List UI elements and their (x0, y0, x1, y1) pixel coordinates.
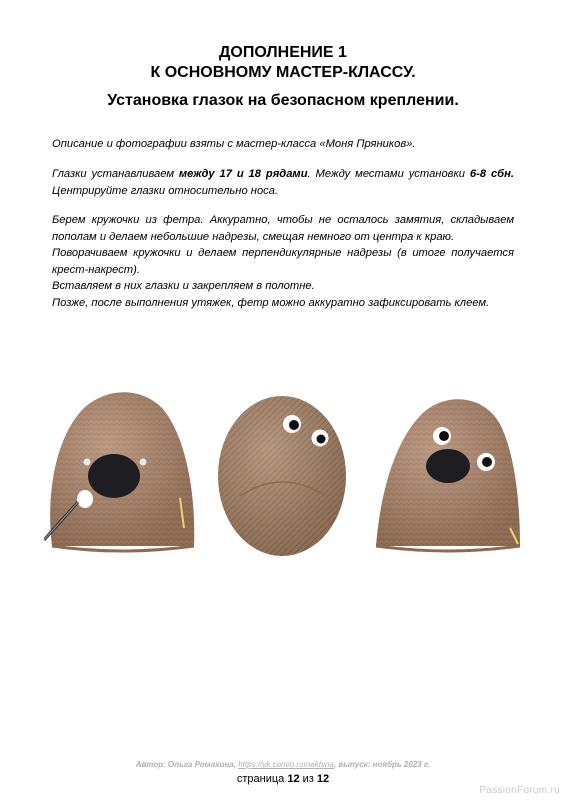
heading-line-2: К ОСНОВНОМУ МАСТЕР-КЛАССУ. (150, 64, 416, 81)
instruction-line: Берем кружочки из фетра. Аккуратно, чтобы не осталось замятия, складываем пополам и делаем небольшие надрезы, смещая немного от центра к краю. (52, 214, 514, 243)
placement-text-a: Глазки устанавливаем (52, 168, 179, 180)
nose-shape (426, 449, 470, 483)
author-footer (0, 760, 566, 769)
instruction-line: Поворачиваем кружочки и делаем перпендикулярные надрезы (в итоге получается крест-накрест). (52, 247, 514, 276)
photo-yarn-ball-with-eyes (218, 396, 346, 556)
pin-marker (140, 459, 147, 466)
placement-text-c: . Между местами установки (307, 168, 470, 180)
issue-text: , выпуск: ноябрь 2023 г. (333, 760, 431, 769)
felt-circle (77, 490, 93, 508)
heading-line-1: ДОПОЛНЕНИЕ 1 (219, 44, 347, 61)
nose-shape (88, 454, 140, 498)
instruction-line: Вставляем в них глазки и закрепляем в полотне. (52, 280, 315, 292)
instructions-paragraph (52, 212, 514, 311)
watermark: PassionForum.ru (479, 785, 560, 796)
placement-paragraph (52, 166, 514, 199)
placement-stitches: 6-8 сбн. (469, 168, 514, 180)
page-current: 12 (287, 773, 300, 785)
placement-rows: между 17 и 18 рядами (178, 168, 308, 180)
author-label: Автор: Ольга Ромахина, (135, 760, 236, 769)
photo-head-with-hook (44, 392, 194, 551)
placement-text-e: Центрируйте глазки относительно носа. (52, 184, 279, 197)
pin-marker (84, 459, 91, 466)
page-total: 12 (316, 773, 330, 785)
page-prefix: страница (236, 773, 288, 785)
page-middle: из (299, 773, 317, 785)
intro-line: Описание и фотографии взяты с мастер-класса «Моня Пряников». (52, 138, 416, 150)
author-link[interactable]: https://vk.com/o.romakhina (238, 760, 334, 769)
photos-strip (44, 378, 522, 558)
placement-line (52, 166, 514, 199)
page-number (0, 773, 566, 785)
intro-text (52, 136, 514, 153)
instruction-line: Позже, после выполнения утяжек, фетр можно аккуратно зафиксировать клеем. (52, 296, 490, 309)
heading-line-3: Установка глазок на безопасном креплении. (107, 92, 459, 109)
photo-head-with-eyes (376, 399, 520, 551)
